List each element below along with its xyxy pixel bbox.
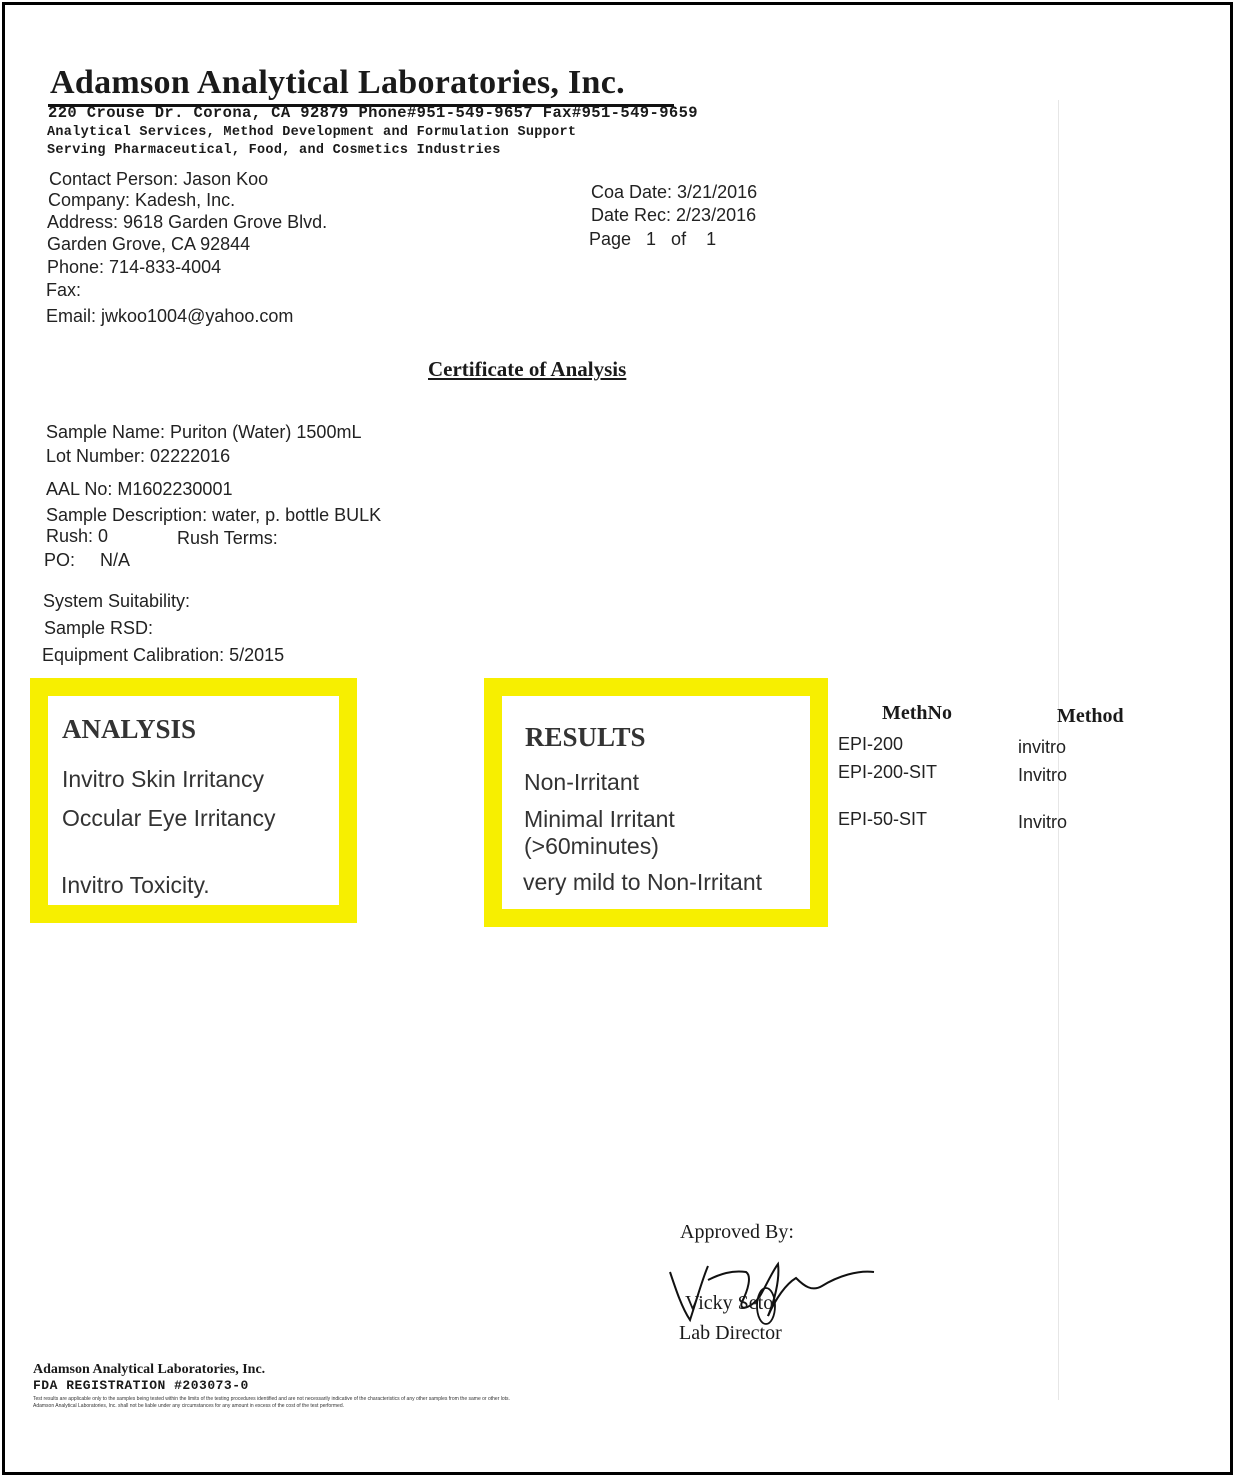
footer-lab-name: Adamson Analytical Laboratories, Inc. — [33, 1362, 266, 1377]
rush-terms: Rush Terms: — [177, 528, 278, 548]
analysis-item-skin: Invitro Skin Irritancy — [62, 766, 264, 792]
lab-address: 220 Crouse Dr. Corona, CA 92879 Phone#951-549-9657 Fax#951-549-9659 — [48, 104, 699, 122]
contact-email: Email: jwkoo1004@yahoo.com — [46, 306, 294, 326]
director-signature — [662, 1250, 882, 1330]
contact-phone: Phone: 714-833-4004 — [47, 257, 222, 277]
footer-disclaimer-line2: Adamson Analytical Laboratories, Inc. shall not be liable under any circumstances for any amount in excess of the cost of the test performed. — [33, 1403, 344, 1409]
analysis-item-eye: Occular Eye Irritancy — [62, 805, 276, 831]
approved-by-label: Approved By: — [680, 1221, 794, 1243]
contact-address-line2: Garden Grove, CA 92844 — [47, 234, 251, 254]
method-row-1: invitro — [1018, 737, 1067, 757]
lab-tagline-services: Analytical Services, Method Development and Formulation Support — [47, 125, 577, 140]
footer-disclaimer-line1: Test results are applicable only to the samples being tested within the limits of the testing procedures identified and are not necessarily indicative of the characteristics of any other samples from the same or other lots. — [33, 1396, 510, 1402]
lab-name: Adamson Analytical Laboratories, Inc. — [50, 64, 625, 101]
page-number: Page 1 of 1 — [589, 229, 717, 249]
contact-company: Company: Kadesh, Inc. — [48, 190, 236, 210]
rush: Rush: 0 — [46, 526, 109, 546]
sample-rsd: Sample RSD: — [44, 618, 154, 638]
aal-number: AAL No: M1602230001 — [46, 479, 233, 499]
coa-date: Coa Date: 3/21/2016 — [591, 182, 758, 202]
date-received: Date Rec: 2/23/2016 — [591, 205, 757, 225]
result-item-non-irritant: Non-Irritant — [524, 769, 640, 795]
method-heading: Method — [1057, 705, 1124, 727]
director-title: Lab Director — [679, 1322, 782, 1344]
results-highlight-box — [484, 678, 828, 927]
method-row-2: Invitro — [1018, 765, 1068, 785]
result-item-duration: (>60minutes) — [524, 833, 659, 859]
result-item-minimal: Minimal Irritant — [524, 806, 675, 832]
analysis-heading: ANALYSIS — [62, 714, 197, 744]
methno-row-1: EPI-200 — [838, 734, 904, 754]
methno-row-2: EPI-200-SIT — [838, 762, 938, 782]
lot-number: Lot Number: 02222016 — [46, 446, 231, 466]
method-row-3: Invitro — [1018, 812, 1068, 832]
methno-heading: MethNo — [882, 702, 952, 724]
fda-registration: FDA REGISTRATION #203073-0 — [33, 1378, 249, 1393]
sample-name: Sample Name: Puriton (Water) 1500mL — [46, 422, 362, 442]
lab-tagline-industries: Serving Pharmaceutical, Food, and Cosmetics Industries — [47, 143, 501, 158]
sample-description: Sample Description: water, p. bottle BULK — [46, 505, 382, 525]
analysis-item-toxicity: Invitro Toxicity. — [61, 872, 210, 898]
methno-row-3: EPI-50-SIT — [838, 809, 928, 829]
system-suitability: System Suitability: — [43, 591, 191, 611]
analysis-highlight-box — [30, 678, 357, 923]
result-item-very-mild: very mild to Non-Irritant — [523, 869, 763, 895]
equipment-calibration: Equipment Calibration: 5/2015 — [42, 645, 285, 665]
certificate-title: Certificate of Analysis — [428, 357, 627, 381]
director-name: Vicky Seto — [685, 1292, 774, 1314]
po-number: PO: N/A — [44, 550, 131, 570]
contact-person: Contact Person: Jason Koo — [49, 169, 269, 189]
results-heading: RESULTS — [525, 722, 646, 752]
contact-fax: Fax: — [46, 280, 82, 300]
contact-address-line1: Address: 9618 Garden Grove Blvd. — [47, 212, 328, 232]
